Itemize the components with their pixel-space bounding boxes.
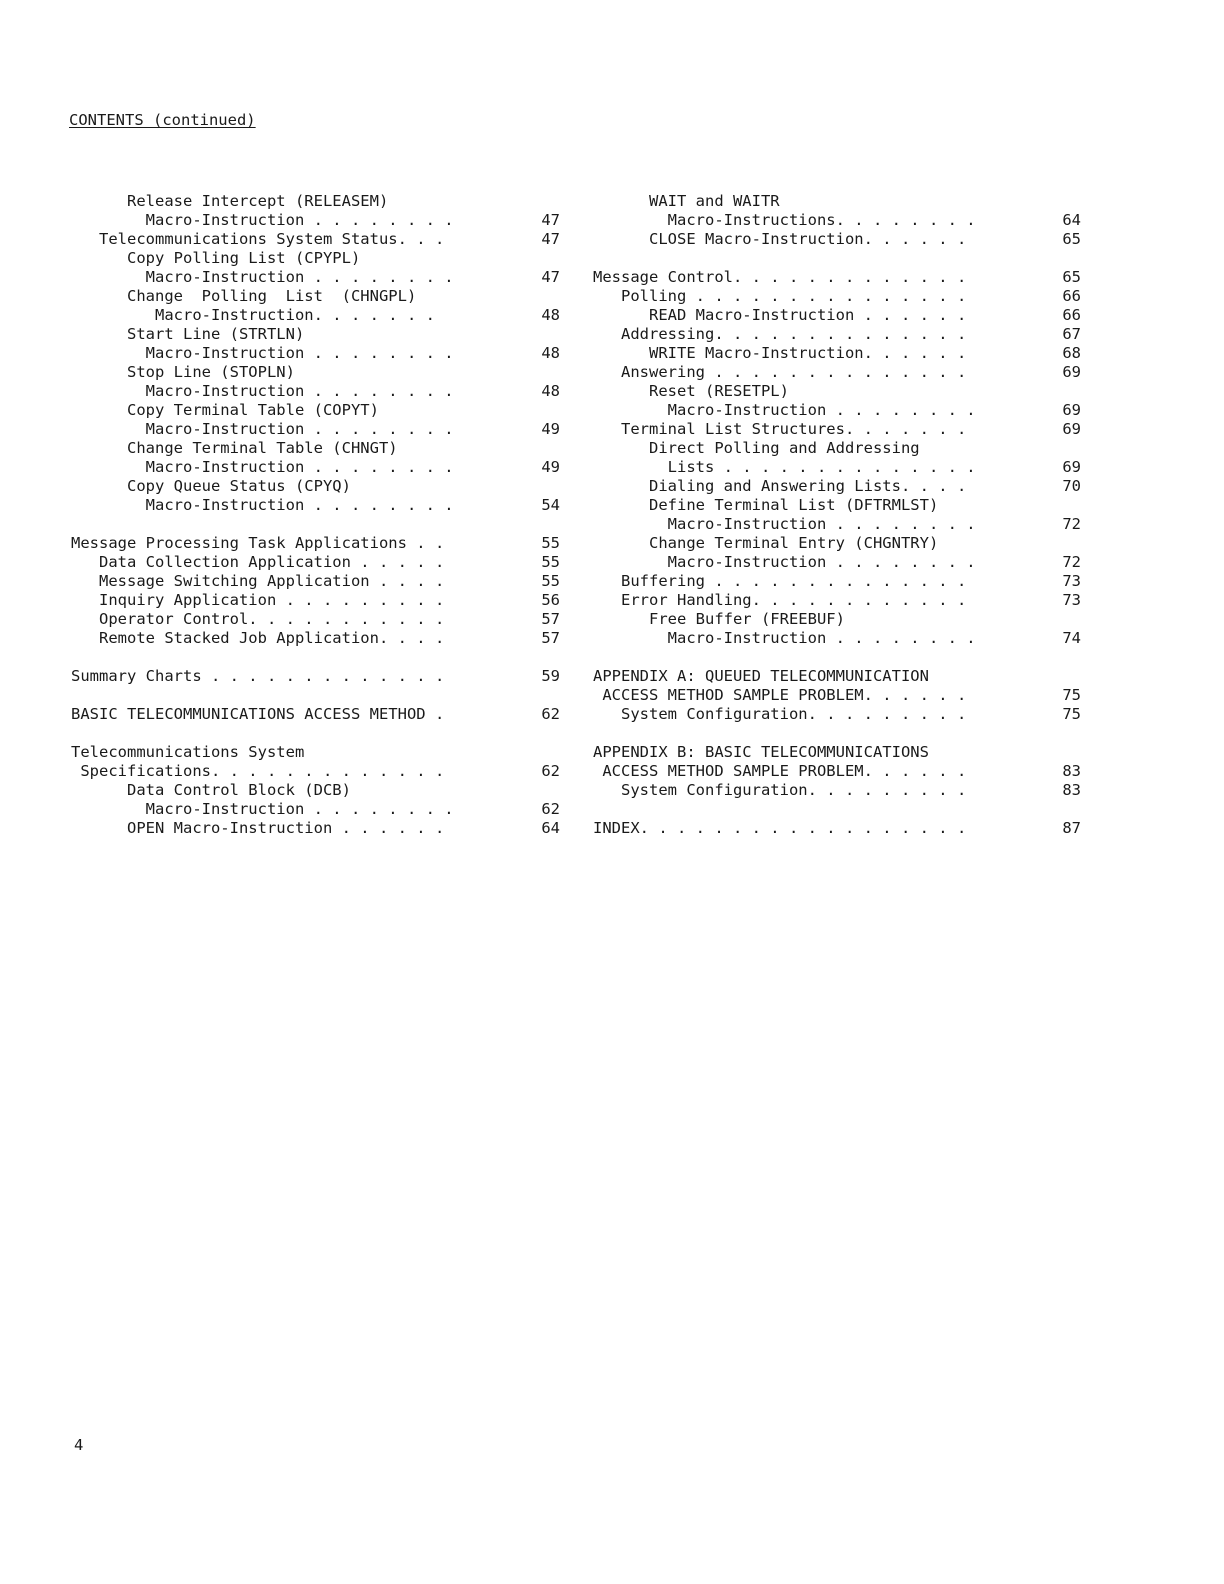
toc-entry-title: APPENDIX B: BASIC TELECOMMUNICATIONS [593, 743, 929, 761]
toc-entry-page: 62 [541, 762, 560, 780]
toc-entry-title: Macro-Instruction . . . . . . . . [71, 800, 454, 818]
toc-entry-title: Change Terminal Table (CHNGT) [71, 439, 398, 457]
toc-entry-title: Terminal List Structures. . . . . . . [593, 420, 967, 438]
page-number: 4 [74, 1436, 84, 1454]
toc-entry-page: 56 [541, 591, 560, 609]
toc-entry-title: Error Handling. . . . . . . . . . . . [593, 591, 967, 609]
toc-entry [71, 192, 560, 211]
toc-entry-page: 73 [1062, 591, 1081, 609]
toc-entry [71, 458, 560, 477]
toc-entry-page: 70 [1062, 477, 1081, 495]
toc-entry-title: Free Buffer (FREEBUF) [593, 610, 845, 628]
blank-line [71, 724, 560, 743]
toc-entry-title: Message Switching Application . . . . [71, 572, 445, 590]
toc-entry-title: Lists . . . . . . . . . . . . . . [593, 458, 976, 476]
toc-entry-title: Change Polling List (CHNGPL) [71, 287, 417, 305]
toc-entry [593, 382, 1081, 401]
toc-entry-title: Dialing and Answering Lists. . . . [593, 477, 967, 495]
toc-entry-title: Macro-Instructions. . . . . . . . [593, 211, 976, 229]
toc-entry-page: 62 [541, 800, 560, 818]
toc-entry-title: ACCESS METHOD SAMPLE PROBLEM. . . . . . [593, 686, 967, 704]
toc-entry [593, 781, 1081, 800]
toc-entry-page: 64 [1062, 211, 1081, 229]
toc-entry [71, 268, 560, 287]
toc-entry [593, 686, 1081, 705]
blank-line [71, 648, 560, 667]
toc-entry [593, 572, 1081, 591]
toc-entry-title: BASIC TELECOMMUNICATIONS ACCESS METHOD . [71, 705, 445, 723]
toc-entry-page: 83 [1062, 762, 1081, 780]
toc-entry [593, 420, 1081, 439]
toc-entry-page: 57 [541, 629, 560, 647]
toc-entry-title: Macro-Instruction . . . . . . . . [71, 496, 454, 514]
toc-entry [71, 705, 560, 724]
toc-entry-title: Macro-Instruction . . . . . . . . [71, 382, 454, 400]
toc-entry-title: Macro-Instruction . . . . . . . . [593, 553, 976, 571]
blank-line [593, 648, 1081, 667]
toc-entry-title: Copy Terminal Table (COPYT) [71, 401, 379, 419]
toc-entry [593, 287, 1081, 306]
toc-entry [71, 572, 560, 591]
toc-entry [593, 629, 1081, 648]
toc-entry [71, 382, 560, 401]
toc-entry-title: Data Control Block (DCB) [71, 781, 351, 799]
toc-entry [593, 515, 1081, 534]
toc-entry-page: 67 [1062, 325, 1081, 343]
toc-entry-title: OPEN Macro-Instruction . . . . . . [71, 819, 445, 837]
toc-entry-title: Data Collection Application . . . . . [71, 553, 445, 571]
toc-entry [593, 211, 1081, 230]
toc-entry-title: Operator Control. . . . . . . . . . . [71, 610, 445, 628]
toc-entry-page: 54 [541, 496, 560, 514]
toc-entry [71, 420, 560, 439]
toc-entry [71, 477, 560, 496]
toc-entry-title: ACCESS METHOD SAMPLE PROBLEM. . . . . . [593, 762, 967, 780]
toc-entry-page: 65 [1062, 268, 1081, 286]
toc-entry-page: 72 [1062, 515, 1081, 533]
toc-entry-page: 75 [1062, 705, 1081, 723]
toc-entry [71, 819, 560, 838]
toc-entry [593, 667, 1081, 686]
toc-entry [71, 610, 560, 629]
toc-entry-title: Message Processing Task Applications . . [71, 534, 445, 552]
toc-entry-title: Telecommunications System Status. . . [71, 230, 445, 248]
toc-entry [593, 401, 1081, 420]
toc-entry-title: Buffering . . . . . . . . . . . . . . [593, 572, 967, 590]
toc-entry-title: READ Macro-Instruction . . . . . . [593, 306, 967, 324]
toc-entry-page: 62 [541, 705, 560, 723]
toc-entry-title: Macro-Instruction . . . . . . . . [71, 344, 454, 362]
toc-entry-title: Summary Charts . . . . . . . . . . . . . [71, 667, 445, 685]
toc-entry-page: 59 [541, 667, 560, 685]
toc-right-column [593, 192, 1081, 838]
toc-entry-page: 68 [1062, 344, 1081, 362]
toc-entry-title: Change Terminal Entry (CHGNTRY) [593, 534, 939, 552]
toc-entry-title: Specifications. . . . . . . . . . . . . [71, 762, 445, 780]
blank-line [593, 249, 1081, 268]
toc-entry [71, 800, 560, 819]
toc-entry [71, 762, 560, 781]
toc-entry-page: 49 [541, 458, 560, 476]
toc-entry-page: 48 [541, 344, 560, 362]
toc-entry-title: Polling . . . . . . . . . . . . . . . [593, 287, 967, 305]
contents-heading: CONTENTS (continued) [69, 111, 256, 129]
toc-entry [71, 211, 560, 230]
toc-entry-title: CLOSE Macro-Instruction. . . . . . [593, 230, 967, 248]
toc-entry-title: Copy Polling List (CPYPL) [71, 249, 361, 267]
toc-entry-title: Message Control. . . . . . . . . . . . . [593, 268, 967, 286]
toc-entry-title: Direct Polling and Addressing [593, 439, 920, 457]
toc-entry-title: Macro-Instruction . . . . . . . . [71, 458, 454, 476]
toc-entry [593, 534, 1081, 553]
toc-entry [71, 553, 560, 572]
toc-entry [593, 591, 1081, 610]
blank-line [71, 686, 560, 705]
blank-line [593, 800, 1081, 819]
toc-left-column [71, 192, 560, 838]
blank-line [593, 724, 1081, 743]
toc-entry [71, 363, 560, 382]
toc-entry-page: 57 [541, 610, 560, 628]
toc-entry-page: 74 [1062, 629, 1081, 647]
toc-entry-title: Answering . . . . . . . . . . . . . . [593, 363, 967, 381]
toc-entry-page: 87 [1062, 819, 1081, 837]
toc-entry-title: Stop Line (STOPLN) [71, 363, 295, 381]
toc-entry [71, 667, 560, 686]
toc-entry-page: 69 [1062, 401, 1081, 419]
toc-entry-title: APPENDIX A: QUEUED TELECOMMUNICATION [593, 667, 929, 685]
toc-entry [71, 249, 560, 268]
toc-entry-page: 47 [541, 268, 560, 286]
toc-entry-page: 47 [541, 211, 560, 229]
toc-entry-title: INDEX. . . . . . . . . . . . . . . . . . [593, 819, 967, 837]
toc-entry-page: 75 [1062, 686, 1081, 704]
toc-entry-title: Reset (RESETPL) [593, 382, 789, 400]
toc-entry-page: 55 [541, 572, 560, 590]
toc-entry [593, 439, 1081, 458]
toc-entry-title: WAIT and WAITR [593, 192, 780, 210]
toc-entry-title: Remote Stacked Job Application. . . . [71, 629, 445, 647]
toc-entry [71, 287, 560, 306]
toc-entry [593, 230, 1081, 249]
toc-entry [71, 629, 560, 648]
toc-entry-title: Macro-Instruction . . . . . . . . [593, 515, 976, 533]
toc-entry [593, 192, 1081, 211]
toc-entry-title: Macro-Instruction. . . . . . . [71, 306, 435, 324]
toc-entry-page: 83 [1062, 781, 1081, 799]
toc-entry [71, 325, 560, 344]
toc-entry-title: Macro-Instruction . . . . . . . . [593, 401, 976, 419]
toc-entry-page: 66 [1062, 287, 1081, 305]
toc-entry [593, 458, 1081, 477]
toc-entry [593, 743, 1081, 762]
toc-entry [593, 762, 1081, 781]
toc-entry [593, 705, 1081, 724]
toc-entry-title: Release Intercept (RELEASEM) [71, 192, 389, 210]
toc-entry-title: Macro-Instruction . . . . . . . . [71, 268, 454, 286]
toc-entry-title: Telecommunications System [71, 743, 305, 761]
toc-entry [71, 306, 560, 325]
toc-entry [593, 496, 1081, 515]
toc-entry-page: 48 [541, 382, 560, 400]
toc-entry [71, 401, 560, 420]
toc-entry-title: Addressing. . . . . . . . . . . . . . [593, 325, 967, 343]
toc-entry [593, 363, 1081, 382]
toc-entry-page: 72 [1062, 553, 1081, 571]
toc-entry [593, 819, 1081, 838]
toc-entry [71, 230, 560, 249]
toc-entry-title: System Configuration. . . . . . . . . [593, 705, 967, 723]
toc-entry-page: 64 [541, 819, 560, 837]
toc-entry [71, 496, 560, 515]
toc-entry-page: 73 [1062, 572, 1081, 590]
toc-entry [71, 439, 560, 458]
toc-entry [71, 591, 560, 610]
toc-entry-page: 69 [1062, 458, 1081, 476]
toc-entry [593, 610, 1081, 629]
toc-entry [593, 553, 1081, 572]
toc-entry-title: Copy Queue Status (CPYQ) [71, 477, 351, 495]
toc-entry-page: 66 [1062, 306, 1081, 324]
toc-entry-title: Inquiry Application . . . . . . . . . [71, 591, 445, 609]
toc-entry-page: 55 [541, 553, 560, 571]
toc-entry-title: Macro-Instruction . . . . . . . . [71, 420, 454, 438]
toc-entry-page: 49 [541, 420, 560, 438]
toc-entry-page: 69 [1062, 363, 1081, 381]
toc-entry-page: 65 [1062, 230, 1081, 248]
toc-entry-title: System Configuration. . . . . . . . . [593, 781, 967, 799]
toc-entry-page: 69 [1062, 420, 1081, 438]
toc-entry [593, 325, 1081, 344]
toc-entry-title: Start Line (STRTLN) [71, 325, 305, 343]
toc-entry [71, 781, 560, 800]
toc-entry-page: 48 [541, 306, 560, 324]
toc-entry-title: Macro-Instruction . . . . . . . . [71, 211, 454, 229]
toc-entry [71, 534, 560, 553]
toc-entry-page: 47 [541, 230, 560, 248]
toc-entry [71, 344, 560, 363]
toc-entry [593, 268, 1081, 287]
toc-entry [71, 743, 560, 762]
toc-entry-page: 55 [541, 534, 560, 552]
toc-entry [593, 344, 1081, 363]
blank-line [71, 515, 560, 534]
toc-entry [593, 306, 1081, 325]
toc-entry-title: Macro-Instruction . . . . . . . . [593, 629, 976, 647]
toc-entry-title: WRITE Macro-Instruction. . . . . . [593, 344, 967, 362]
toc-entry [593, 477, 1081, 496]
toc-entry-title: Define Terminal List (DFTRMLST) [593, 496, 939, 514]
